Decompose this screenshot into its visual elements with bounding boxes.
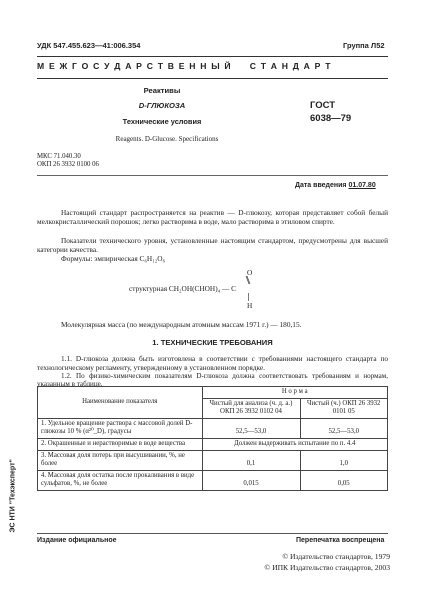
row-name: 4. Массовая доля остатка после прокаливания в виде сульфатов, %, не более (38, 470, 203, 490)
table-row (38, 470, 388, 490)
standard-banner: М Е Ж Г О С У Д А Р С Т В Е Н Н Ы Й С Т А Н Д А Р Т (37, 61, 332, 71)
copyright-2003: © ИПК Издательство стандартов, 2003 (264, 563, 390, 572)
formula-empirical: Формулы: эмпирическая C₆H₁₂O₆ (61, 254, 166, 263)
official-edition: Издание официальное (37, 537, 117, 544)
row-value-pda: 0,015 (202, 470, 300, 490)
clause-1-2: 1.2. По физико-химическим показателям D-глюкоза должна соответствовать требованиям и нормам, указанным в таблице. (37, 372, 388, 389)
gost-number: 6038—79 (310, 113, 352, 124)
intro-paragraph-2: Показатели технического уровня, установленные настоящим стандартом, предусмотрены для высшей категории качества. (37, 236, 388, 255)
row-value-pda: 52,5—53,0 (202, 418, 300, 438)
footer-rule (37, 533, 388, 534)
formula-structural: структурная CH₂OH(CHOH)₄ — C (129, 284, 236, 293)
table-row (38, 438, 388, 450)
group-code: Группа Л52 (343, 41, 385, 50)
effective-date (295, 182, 376, 189)
header-indicator: Наименование показателя (38, 387, 203, 419)
gost-label: ГОСТ (310, 100, 336, 111)
table-row (38, 418, 388, 438)
row-name: 1. Удельное вращение раствора с массовой долей D-глюкозы 10 % (α²⁰_D), градусы (38, 418, 203, 438)
okp-code: ОКП 26 3932 0100 06 (37, 161, 99, 168)
table-header-row (38, 387, 388, 399)
row-value-ch: 0,05 (300, 470, 388, 490)
udc-code: УДК 547.455.623—41:006.354 (37, 41, 141, 50)
copyright-1979: © Издательство стандартов, 1979 (282, 552, 390, 561)
effective-date-label: Дата введения (295, 182, 347, 189)
row-name: 2. Окрашенные и нерастворимые в воде вещества (38, 438, 203, 450)
requirements-table (37, 386, 388, 491)
title-name: D-ГЛЮКОЗА (138, 101, 186, 110)
title-subtitle: Технические условия (122, 117, 202, 126)
title-english: Reagents. D-Glucose. Specifications (115, 135, 219, 143)
table-row (38, 450, 388, 470)
section-1-heading: 1. ТЕХНИЧЕСКИЕ ТРЕБОВАНИЯ (152, 338, 273, 347)
molar-mass: Молекулярная масса (по международным атомным массам 1971 г.) — 180,15. (61, 320, 302, 329)
row-value-ch: 1,0 (300, 450, 388, 470)
title-rule (37, 175, 388, 176)
row-value-ch: 52,5—53,0 (300, 418, 388, 438)
header-rule-top (37, 56, 388, 57)
effective-date-value: 01.07.80 (348, 182, 376, 189)
reprint-prohibited: Перепечатка воспрещена (296, 537, 385, 544)
row-value-pda: 0,1 (202, 450, 300, 470)
aldehyde-hydrogen: H (247, 301, 253, 310)
title-category: Реактивы (143, 86, 181, 95)
mks-code: МКС 71.040.30 (37, 153, 81, 160)
clause-1-1: 1.1. D-глюкоза должна быть изготовлена в соответствии с требованиями настоящего стандарта по технологическому регламенту, утвержденному в установленном порядке. (37, 354, 388, 373)
header-rule-bottom (37, 78, 388, 79)
header-norm: Н о р м а (202, 387, 388, 399)
intro-paragraph-1: Настоящий стандарт распространяется на реактив — D-глюкозу, которая представляет собой белый мелкокристаллический порошок; легко растворима в воде, мало растворима в этиловом спирте. (37, 208, 388, 227)
header-pda: Чистый для анализа (ч. д. а.) ОКП 26 3932 0102 04 (202, 398, 300, 418)
header-ch: Чистый (ч.) ОКП 26 3932 0101 05 (300, 398, 388, 418)
row-value-merged: Должен выдерживать испытание по п. 4.4 (202, 438, 388, 450)
row-name: 3. Массовая доля потерь при высушивании, %, не более (38, 450, 203, 470)
aldehyde-oxygen: O (247, 268, 253, 277)
carbonyl-bonds (240, 274, 260, 304)
side-stamp: ЭС НТИ "Техэксперт" (9, 459, 17, 533)
